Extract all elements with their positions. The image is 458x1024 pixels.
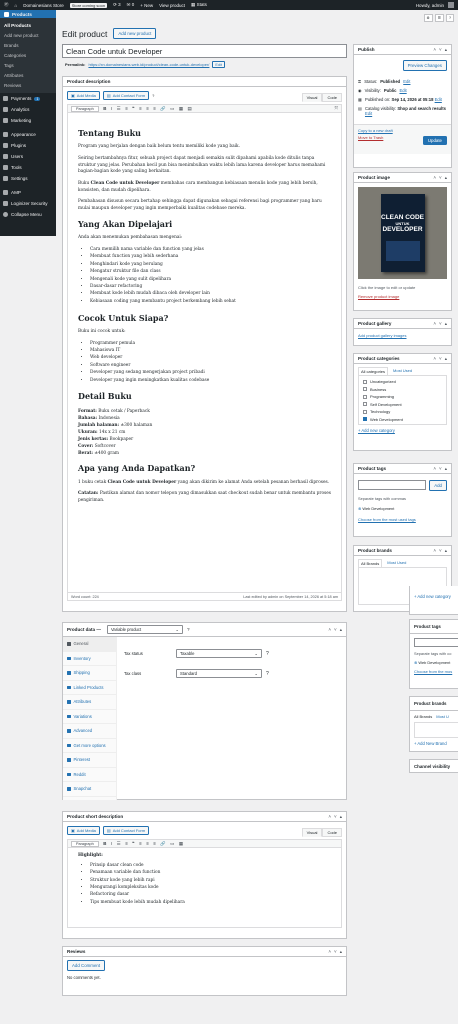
add-media-button[interactable]: ▣ Add Media — [67, 826, 100, 835]
preview-changes-button[interactable]: Preview Changes — [403, 60, 447, 71]
content-heading: Apa yang Anda Dapatkan? — [78, 463, 196, 474]
word-count: Word count: 224 — [71, 594, 99, 599]
product-image-panel — [353, 172, 452, 311]
panel-header[interactable]: Product brands ˄ ˅ ▴ — [354, 546, 451, 556]
product-gallery-panel — [353, 318, 452, 346]
align-center-icon[interactable]: ≡ — [146, 841, 149, 846]
product-data-tabs — [63, 637, 117, 800]
book-cover: CLEAN CODE UNTUK DEVELOPER — [381, 194, 425, 272]
move-down-icon[interactable]: ˅ — [439, 174, 442, 180]
move-up-icon[interactable]: ˄ — [433, 174, 436, 180]
content-paragraph: 1 buku cetak Clean Code untuk Developer yang akan dikirim ke alamat Anda setelah pesanan berhasil diproses. — [78, 479, 330, 485]
update-button[interactable]: Update — [423, 136, 447, 145]
submenu-categories[interactable]: Categories — [4, 52, 27, 58]
calendar-icon: ▦ — [358, 97, 362, 102]
ghost-channel-visibility: Channel visibility — [414, 764, 451, 769]
product-data-panel — [62, 622, 347, 800]
link-icon[interactable]: 🔗 — [160, 105, 166, 111]
list-item: • Mahasiswa IT — [90, 348, 331, 355]
tags-help: Separate tags with commas — [358, 496, 407, 501]
panel-header[interactable]: Publish ˄ ˅ ▴ — [354, 45, 451, 55]
last-edited: Last edited by admin on September 14, 2026 at 5:18 am — [243, 594, 338, 599]
list-item: • Prinsip dasar clean code — [90, 863, 331, 870]
book-illustration — [386, 241, 420, 261]
tax-class-row: Tax class Standard ⌄ ? — [124, 670, 269, 677]
title-row — [62, 28, 156, 39]
ghost-tag-input — [414, 638, 458, 647]
collapse-icon[interactable]: ▴ — [339, 813, 342, 819]
panel-header[interactable]: Product tags ˄ ˅ ▴ — [354, 464, 451, 474]
catalog-visibility-row: ▤ Catalog visibility: Shop and search results Edit — [358, 106, 446, 116]
tab-advanced[interactable]: Advanced — [63, 724, 116, 739]
shield-icon — [3, 201, 8, 206]
tab-inventory[interactable]: Inventory — [63, 652, 116, 667]
list-item: • Web developer — [90, 355, 331, 362]
list-item: • Membuat kode lebih mudah dibaca oleh developer lain — [90, 291, 331, 298]
italic-icon[interactable]: I — [110, 841, 113, 846]
image-hint: Click the image to edit or update — [358, 285, 416, 290]
form-icon: ▤ — [106, 93, 111, 98]
category-item[interactable]: Programming — [363, 394, 442, 399]
stats-link[interactable]: ▦ Stats — [191, 2, 207, 7]
add-new-product-button[interactable]: Add new product — [113, 28, 156, 39]
move-down-icon[interactable]: ˅ — [334, 626, 337, 632]
list-item: • Mengenali kode yang sulit dipelihara — [90, 277, 331, 284]
tab-visual[interactable]: Visual — [302, 828, 323, 837]
payments-icon — [3, 96, 8, 101]
move-up-icon[interactable]: ˄ — [433, 355, 436, 361]
tab-get-more-options[interactable]: Get more options — [63, 739, 116, 754]
content-paragraph: Buku Clean Code untuk Developer membahas cara membangun kebiasaan menulis kode yang lebih bersih, konsisten, dan mudah dipelihara. — [78, 181, 318, 193]
collapse-icon — [3, 212, 8, 217]
checkbox-checked[interactable] — [363, 417, 367, 421]
permalink: Permalink: https://xn.domainesians.web.id/product/clean-code-untuk-developer/ Edit — [65, 61, 225, 68]
checkbox[interactable] — [363, 380, 367, 384]
tax-status-select[interactable]: Taxable ⌄ — [176, 649, 262, 658]
details-block: Format: Buku cetak / Paperback Bahasa: Indonesia Jumlah halaman: ±300 halaman Ukuran: 14x x 21 cm Jenis kertas: Bookpaper Cover: Softcover Berat: ±400 gram — [78, 408, 153, 457]
list-item: • Tips membuat kode lebih mudah dipelihara — [90, 900, 331, 907]
content-paragraph: Seiring bertambahnya fitur, sebuah project dapat menjadi semakin sulit dipahami apabila kode ditulis tanpa struktur yang jelas. Perubahan kecil pun bisa menimbulkan waktu lebih lama karena developer harus memahami bagian-bagian kode yang saling berkaitan. — [78, 156, 326, 175]
help-icon[interactable]: ? — [186, 627, 190, 632]
submenu-tags[interactable]: Tags — [4, 62, 14, 68]
tab-all-brands[interactable]: All Brands — [358, 559, 382, 567]
collapse-icon[interactable]: ▴ — [444, 320, 447, 326]
wordpress-logo-icon[interactable]: Ⓦ — [4, 2, 9, 7]
short-description-content[interactable]: Highlight: • Prinsip dasar clean code • Penamaan variable dan function • Struktur kode yang lebih rapi • Mengurangi kompleksitas kode • Refactoring dasar • Tips membuat kode lebih mudah dipelihara — [67, 848, 342, 928]
star-icon — [67, 744, 71, 748]
reviews-panel — [62, 946, 347, 996]
tab-shipping[interactable]: Shipping — [63, 666, 116, 681]
submenu-attributes[interactable]: Attributes — [4, 72, 24, 78]
category-item[interactable]: Self Development — [363, 402, 442, 407]
settings-icon — [3, 176, 8, 181]
content-paragraph: Pembahasan disusun secara bertahap sehingga dapat digunakan sebagai referensi bagi programmer yang baru mulai maupun developer yang ingin memperbaiki kualitas codebase mereka. — [78, 199, 322, 211]
editor-toolbar — [67, 104, 342, 113]
list-icon — [67, 700, 71, 704]
payments-count-badge: 1 — [36, 96, 39, 101]
product-categories-panel — [353, 353, 452, 451]
ghost-add-category-link[interactable]: + Add new category — [414, 594, 451, 599]
quote-icon[interactable]: ❝ — [132, 105, 135, 111]
tab-linked-products[interactable]: Linked Products — [63, 681, 116, 696]
add-gallery-images-link[interactable]: Add product gallery images — [358, 333, 407, 338]
panel-header[interactable]: Product short description ˄ ˅ ▴ — [63, 812, 346, 822]
media-icon: ▣ — [71, 93, 75, 98]
content-heading: Tentang Buku — [78, 128, 141, 138]
list-item: • Membuat function yang lebih sederhana — [90, 254, 331, 261]
content-list — [90, 863, 331, 907]
comments-link[interactable]: ✉ 0 — [126, 2, 135, 7]
list-item: • Dasar-dasar refactoring — [90, 284, 331, 291]
add-media-button[interactable]: ▣ Add Media — [67, 91, 100, 100]
list-item: • Programmer pemula — [90, 341, 331, 348]
tab-code[interactable]: Code — [322, 93, 342, 102]
tax-class-select[interactable]: Standard ⌄ — [176, 669, 262, 678]
toolbar-toggle-icon[interactable]: ▦ — [178, 105, 183, 111]
chevron-down-icon: ⌄ — [175, 627, 179, 632]
content-list — [90, 341, 331, 385]
product-tags-panel — [353, 463, 452, 537]
category-item[interactable]: Technology — [363, 409, 442, 414]
stats-icon: ▦ — [191, 2, 197, 7]
editor-toolbar — [67, 839, 342, 848]
move-up-icon[interactable]: ˄ — [328, 948, 331, 954]
collapse-icon[interactable]: ▴ — [444, 355, 447, 361]
move-down-icon[interactable]: ˅ — [334, 948, 337, 954]
editor-content[interactable] — [67, 113, 342, 593]
checkbox[interactable] — [363, 410, 367, 414]
status-row: ⚿ Status: Published Edit — [358, 79, 411, 84]
published-row: ▦ Published on: Sep 14, 2026 at 05:18 Edit — [358, 97, 442, 102]
ghost-brands-title: Product brands — [410, 697, 458, 711]
panel-header: Product data — Variable product ⌄ ? ˄ ˅ ▴ — [63, 623, 346, 637]
help-icon[interactable]: ? — [446, 14, 454, 22]
comment-icon: ✉ — [126, 2, 132, 7]
sidebar-item-plugins[interactable]: Plugins — [0, 140, 56, 151]
content-paragraph: Catatan: Pastikan alamat dan nomor telepon yang dimasukkan saat checkout sudah benar untuk membantu proses pengiriman. — [78, 491, 331, 504]
reddit-icon — [67, 773, 71, 777]
list-item: • Kebiasaan coding yang membantu project berkembang lebih sehat — [90, 299, 331, 306]
sidebar-item-payments[interactable]: Payments 1 — [0, 93, 56, 104]
collapse-icon[interactable]: ▴ — [444, 46, 447, 52]
page-title: Edit product — [62, 28, 108, 39]
sidebar-item-analytics[interactable]: Analytics — [0, 104, 56, 115]
bold-icon[interactable]: B — [103, 106, 107, 111]
home-icon: ⌂ — [14, 2, 18, 8]
bullet-list-icon[interactable]: ☰ — [116, 105, 121, 111]
numbered-list-icon[interactable]: ≡ — [125, 841, 128, 846]
collapse-icon[interactable]: ▴ — [444, 547, 447, 553]
content-paragraph: Program yang berjalan dengan baik belum tentu memiliki kode yang baik. — [78, 144, 240, 150]
products-submenu — [0, 18, 56, 93]
move-down-icon[interactable]: ˅ — [439, 547, 442, 553]
table-icon[interactable]: ▤ — [187, 105, 192, 111]
copy-draft-link[interactable]: Copy to a new draft — [358, 128, 393, 133]
panel-header[interactable]: Reviews ˄ ˅ ▴ — [63, 947, 346, 957]
move-up-icon[interactable]: ˄ — [328, 626, 331, 632]
tab-most-used[interactable]: Most Used — [393, 368, 413, 373]
chevron-down-icon: ⌄ — [254, 651, 258, 656]
admin-bar — [0, 0, 458, 10]
align-right-icon[interactable]: ≡ — [153, 841, 156, 846]
new-content-link[interactable]: + New — [140, 2, 154, 8]
sidebar-item-products[interactable]: Products — [0, 10, 56, 18]
remove-tag-icon: ⊗ — [414, 660, 419, 665]
submenu-reviews[interactable]: Reviews — [4, 82, 22, 88]
editor-status-bar — [67, 593, 342, 601]
archive-icon — [4, 12, 9, 17]
content-heading: Yang Akan Dipelajari — [78, 218, 173, 229]
edit-date-link[interactable]: Edit — [434, 97, 442, 102]
tab-visual[interactable]: Visual — [302, 93, 323, 102]
media-icon: ▣ — [71, 828, 75, 833]
list-item: • Mengatur struktur file dan class — [90, 269, 331, 276]
category-checklist — [358, 375, 447, 425]
help-icon[interactable]: ? — [266, 670, 269, 677]
tab-pinterest[interactable]: Pinterest — [63, 753, 116, 768]
list-item: • Penamaan variable dan function — [90, 870, 331, 877]
no-comments-text: No comments yet. — [67, 975, 101, 980]
visibility-row: ◉ Visibility: Public Edit — [358, 88, 407, 93]
permalink-url[interactable]: https://xn.domainesians.web.id/product/clean-code-untuk-developer/ — [88, 62, 210, 67]
move-up-icon[interactable]: ˄ — [433, 46, 436, 52]
snapchat-icon — [67, 787, 71, 791]
edit-permalink-button[interactable]: Edit — [212, 61, 225, 68]
move-up-icon[interactable]: ˄ — [433, 320, 436, 326]
pinterest-icon — [67, 758, 71, 762]
list-item: • Struktur kode yang lebih rapi — [90, 878, 331, 885]
tab-snapchat[interactable]: Snapchat — [63, 782, 116, 797]
list-item: • Menghindari kode yang berulang — [90, 262, 331, 269]
site-name-link[interactable]: Domainesians Store — [23, 2, 64, 8]
submenu-add-new-product[interactable]: Add new product — [4, 32, 39, 38]
product-title-input[interactable]: Clean Code untuk Developer — [62, 44, 347, 58]
panel-header[interactable]: Product image ˄ ˅ ▴ — [354, 173, 451, 183]
sidebar-item-amp[interactable]: AMP — [0, 187, 56, 198]
megaphone-icon — [3, 118, 8, 123]
edit-status-link[interactable]: Edit — [403, 79, 411, 84]
align-center-icon[interactable]: ≡ — [146, 106, 149, 111]
sidebar-item-settings[interactable]: Settings — [0, 173, 56, 184]
category-item[interactable]: Business — [363, 387, 442, 392]
truck-icon — [67, 671, 71, 675]
content-heading: Detail Buku — [78, 391, 132, 402]
sidebar-item-loginizer[interactable]: Loginizer Security — [0, 198, 56, 209]
ghost-tags-title: Product tags — [410, 620, 458, 634]
checkbox[interactable] — [363, 402, 367, 406]
remove-tag-icon[interactable]: ⊗ — [358, 506, 363, 511]
short-description-panel — [62, 811, 347, 939]
gear-icon — [67, 729, 71, 733]
plug-icon — [3, 143, 8, 148]
checkbox[interactable] — [363, 395, 367, 399]
account-link[interactable]: Howdy, admin — [415, 2, 444, 8]
align-left-icon[interactable]: ≡ — [139, 106, 142, 111]
grid-icon — [67, 715, 71, 719]
panel-header[interactable]: Product description — [63, 77, 346, 87]
submenu-brands[interactable]: Brands — [4, 42, 19, 48]
category-item[interactable]: Uncategorized — [363, 379, 442, 384]
panel-header[interactable]: Product gallery ˄ ˅ ▴ — [354, 319, 451, 329]
tab-all-categories[interactable]: All categories — [358, 367, 388, 375]
tag-input[interactable] — [358, 480, 426, 490]
add-new-category-link[interactable]: + Add new category — [358, 428, 395, 433]
publish-actions — [354, 124, 451, 154]
collapse-icon[interactable]: ▴ — [339, 626, 342, 632]
collapse-icon[interactable]: ▴ — [444, 174, 447, 180]
help-icon[interactable]: ? — [266, 650, 269, 657]
wrench-icon — [3, 165, 8, 170]
product-type-select[interactable]: Variable product ⌄ — [107, 625, 183, 634]
choose-most-used-tags-link[interactable]: Choose from the most used tags — [358, 517, 416, 522]
store-status-badge[interactable]: Store coming soon — [71, 2, 106, 8]
brush-icon — [3, 132, 8, 137]
toolbar-toggle-icon[interactable]: ▦ — [178, 840, 183, 846]
collapse-icon[interactable]: ▴ — [444, 465, 447, 471]
editor-buttons — [63, 87, 346, 104]
list-item: • Mengurangi kompleksitas kode — [90, 885, 331, 892]
ghost-sidebar: + Add new category Product tags Separate tags with co ⊗ Web Development Choose from the mos Product brands All Brands Most U + Add New Brand Channel visibility — [409, 586, 458, 776]
align-right-icon[interactable]: ≡ — [153, 106, 156, 111]
link-icon[interactable]: 🔗 — [160, 840, 166, 846]
sidebar-item-users[interactable]: Users — [0, 151, 56, 162]
read-more-icon[interactable]: ▭ — [170, 840, 175, 846]
add-comment-button[interactable]: Add Comment — [67, 960, 105, 971]
edit-visibility-link[interactable]: Edit — [399, 88, 407, 93]
tab-attributes[interactable]: Attributes — [63, 695, 116, 710]
tab-reddit[interactable]: Reddit — [63, 768, 116, 783]
avatar[interactable] — [448, 2, 454, 8]
link-icon — [67, 686, 71, 690]
tab-general[interactable]: General — [63, 637, 116, 652]
move-down-icon[interactable]: ˅ — [334, 813, 337, 819]
editor-mode-tabs — [302, 828, 342, 837]
tax-status-row: Tax status Taxable ⌄ ? — [124, 650, 269, 657]
sidebar-item-tools[interactable]: Tools — [0, 162, 56, 173]
user-icon — [3, 154, 8, 159]
settings-icon[interactable]: ⚙ — [424, 14, 433, 22]
content-heading: Cocok Untuk Siapa? — [78, 312, 169, 323]
tab-code[interactable]: Code — [322, 828, 342, 837]
panel-header[interactable]: Product categories ˄ ˅ ▴ — [354, 354, 451, 364]
content-paragraph: Anda akan menemukan pembahasan mengenai: — [78, 235, 183, 241]
collapse-icon[interactable]: ▴ — [339, 948, 342, 954]
list-item: • Refactoring dasar — [90, 892, 331, 899]
chevron-down-icon: ⌄ — [254, 671, 258, 676]
bold-icon[interactable]: B — [103, 841, 107, 846]
screen-options — [424, 14, 454, 22]
move-down-icon[interactable]: ˅ — [439, 465, 442, 471]
format-select[interactable]: Paragraph — [71, 106, 99, 112]
key-icon: ⚿ — [358, 79, 362, 84]
checkbox[interactable] — [363, 387, 367, 391]
activity-icon[interactable]: ☰ — [435, 14, 444, 22]
chart-icon — [3, 107, 8, 112]
move-up-icon[interactable]: ˄ — [433, 547, 436, 553]
submenu-all-products[interactable]: All Products — [4, 22, 32, 28]
list-item: • Developer yang ingin meningkatkan kualitas codebase — [90, 378, 331, 385]
tab-most-used-brands[interactable]: Most Used — [387, 560, 407, 565]
italic-icon[interactable]: I — [110, 106, 113, 111]
edit-catalog-link[interactable]: Edit — [364, 111, 373, 116]
list-item: • Developer yang sedang mengerjakan project pribadi — [90, 370, 331, 377]
remove-product-image-link[interactable]: Remove product image — [358, 294, 400, 299]
move-down-icon[interactable]: ˅ — [439, 320, 442, 326]
form-icon: ▤ — [106, 828, 111, 833]
product-description-panel — [62, 76, 347, 612]
list-item: • Software engineer — [90, 363, 331, 370]
collapse-menu-button[interactable]: Collapse Menu — [0, 209, 56, 220]
move-up-icon[interactable]: ˄ — [433, 465, 436, 471]
move-down-icon[interactable]: ˅ — [439, 355, 442, 361]
move-down-icon[interactable]: ˅ — [439, 46, 442, 52]
content-paragraph: Buku ini cocok untuk: — [78, 328, 126, 334]
eye-icon: ◉ — [358, 88, 362, 93]
tag-item: ⊗ Web Development — [358, 506, 395, 511]
editor-mode-tabs — [302, 93, 342, 102]
list-item: • Cara memilih nama variable dan function yang jelas — [90, 247, 331, 254]
help-icon[interactable]: ? — [152, 93, 155, 98]
editor-buttons — [63, 822, 346, 839]
add-contact-form-button[interactable]: ▤ Add Contact Form — [103, 826, 149, 835]
sidebar-item-marketing[interactable]: Marketing — [0, 115, 56, 126]
product-image[interactable] — [358, 187, 447, 279]
move-to-trash-link[interactable]: Move to Trash — [358, 135, 384, 140]
updates-icon: ⟳ — [113, 2, 119, 7]
format-select[interactable]: Paragraph — [71, 841, 99, 847]
quote-icon[interactable]: ❝ — [132, 840, 135, 846]
read-more-icon[interactable]: ▭ — [170, 105, 175, 111]
view-product-link[interactable]: View product — [159, 2, 186, 8]
inventory-icon — [67, 657, 71, 661]
tab-variations[interactable]: Variations — [63, 710, 116, 725]
updates-link[interactable]: ⟳ 3 — [113, 2, 121, 7]
category-item[interactable]: Web Development — [363, 417, 442, 422]
fullscreen-icon[interactable]: ⤧ — [334, 106, 338, 111]
content-list — [90, 247, 331, 306]
catalog-icon: ▤ — [358, 106, 362, 111]
publish-panel — [353, 44, 452, 168]
add-contact-form-button[interactable]: ▤ Add Contact Form — [103, 91, 149, 100]
wrench-icon — [67, 642, 71, 646]
numbered-list-icon[interactable]: ≡ — [125, 106, 128, 111]
move-up-icon[interactable]: ˄ — [328, 813, 331, 819]
add-tag-button[interactable]: Add — [429, 480, 447, 491]
amp-icon — [3, 190, 8, 195]
bullet-list-icon[interactable]: ☰ — [116, 840, 121, 846]
sidebar-item-appearance[interactable]: Appearance — [0, 129, 56, 140]
admin-sidebar — [0, 10, 56, 236]
align-left-icon[interactable]: ≡ — [139, 841, 142, 846]
